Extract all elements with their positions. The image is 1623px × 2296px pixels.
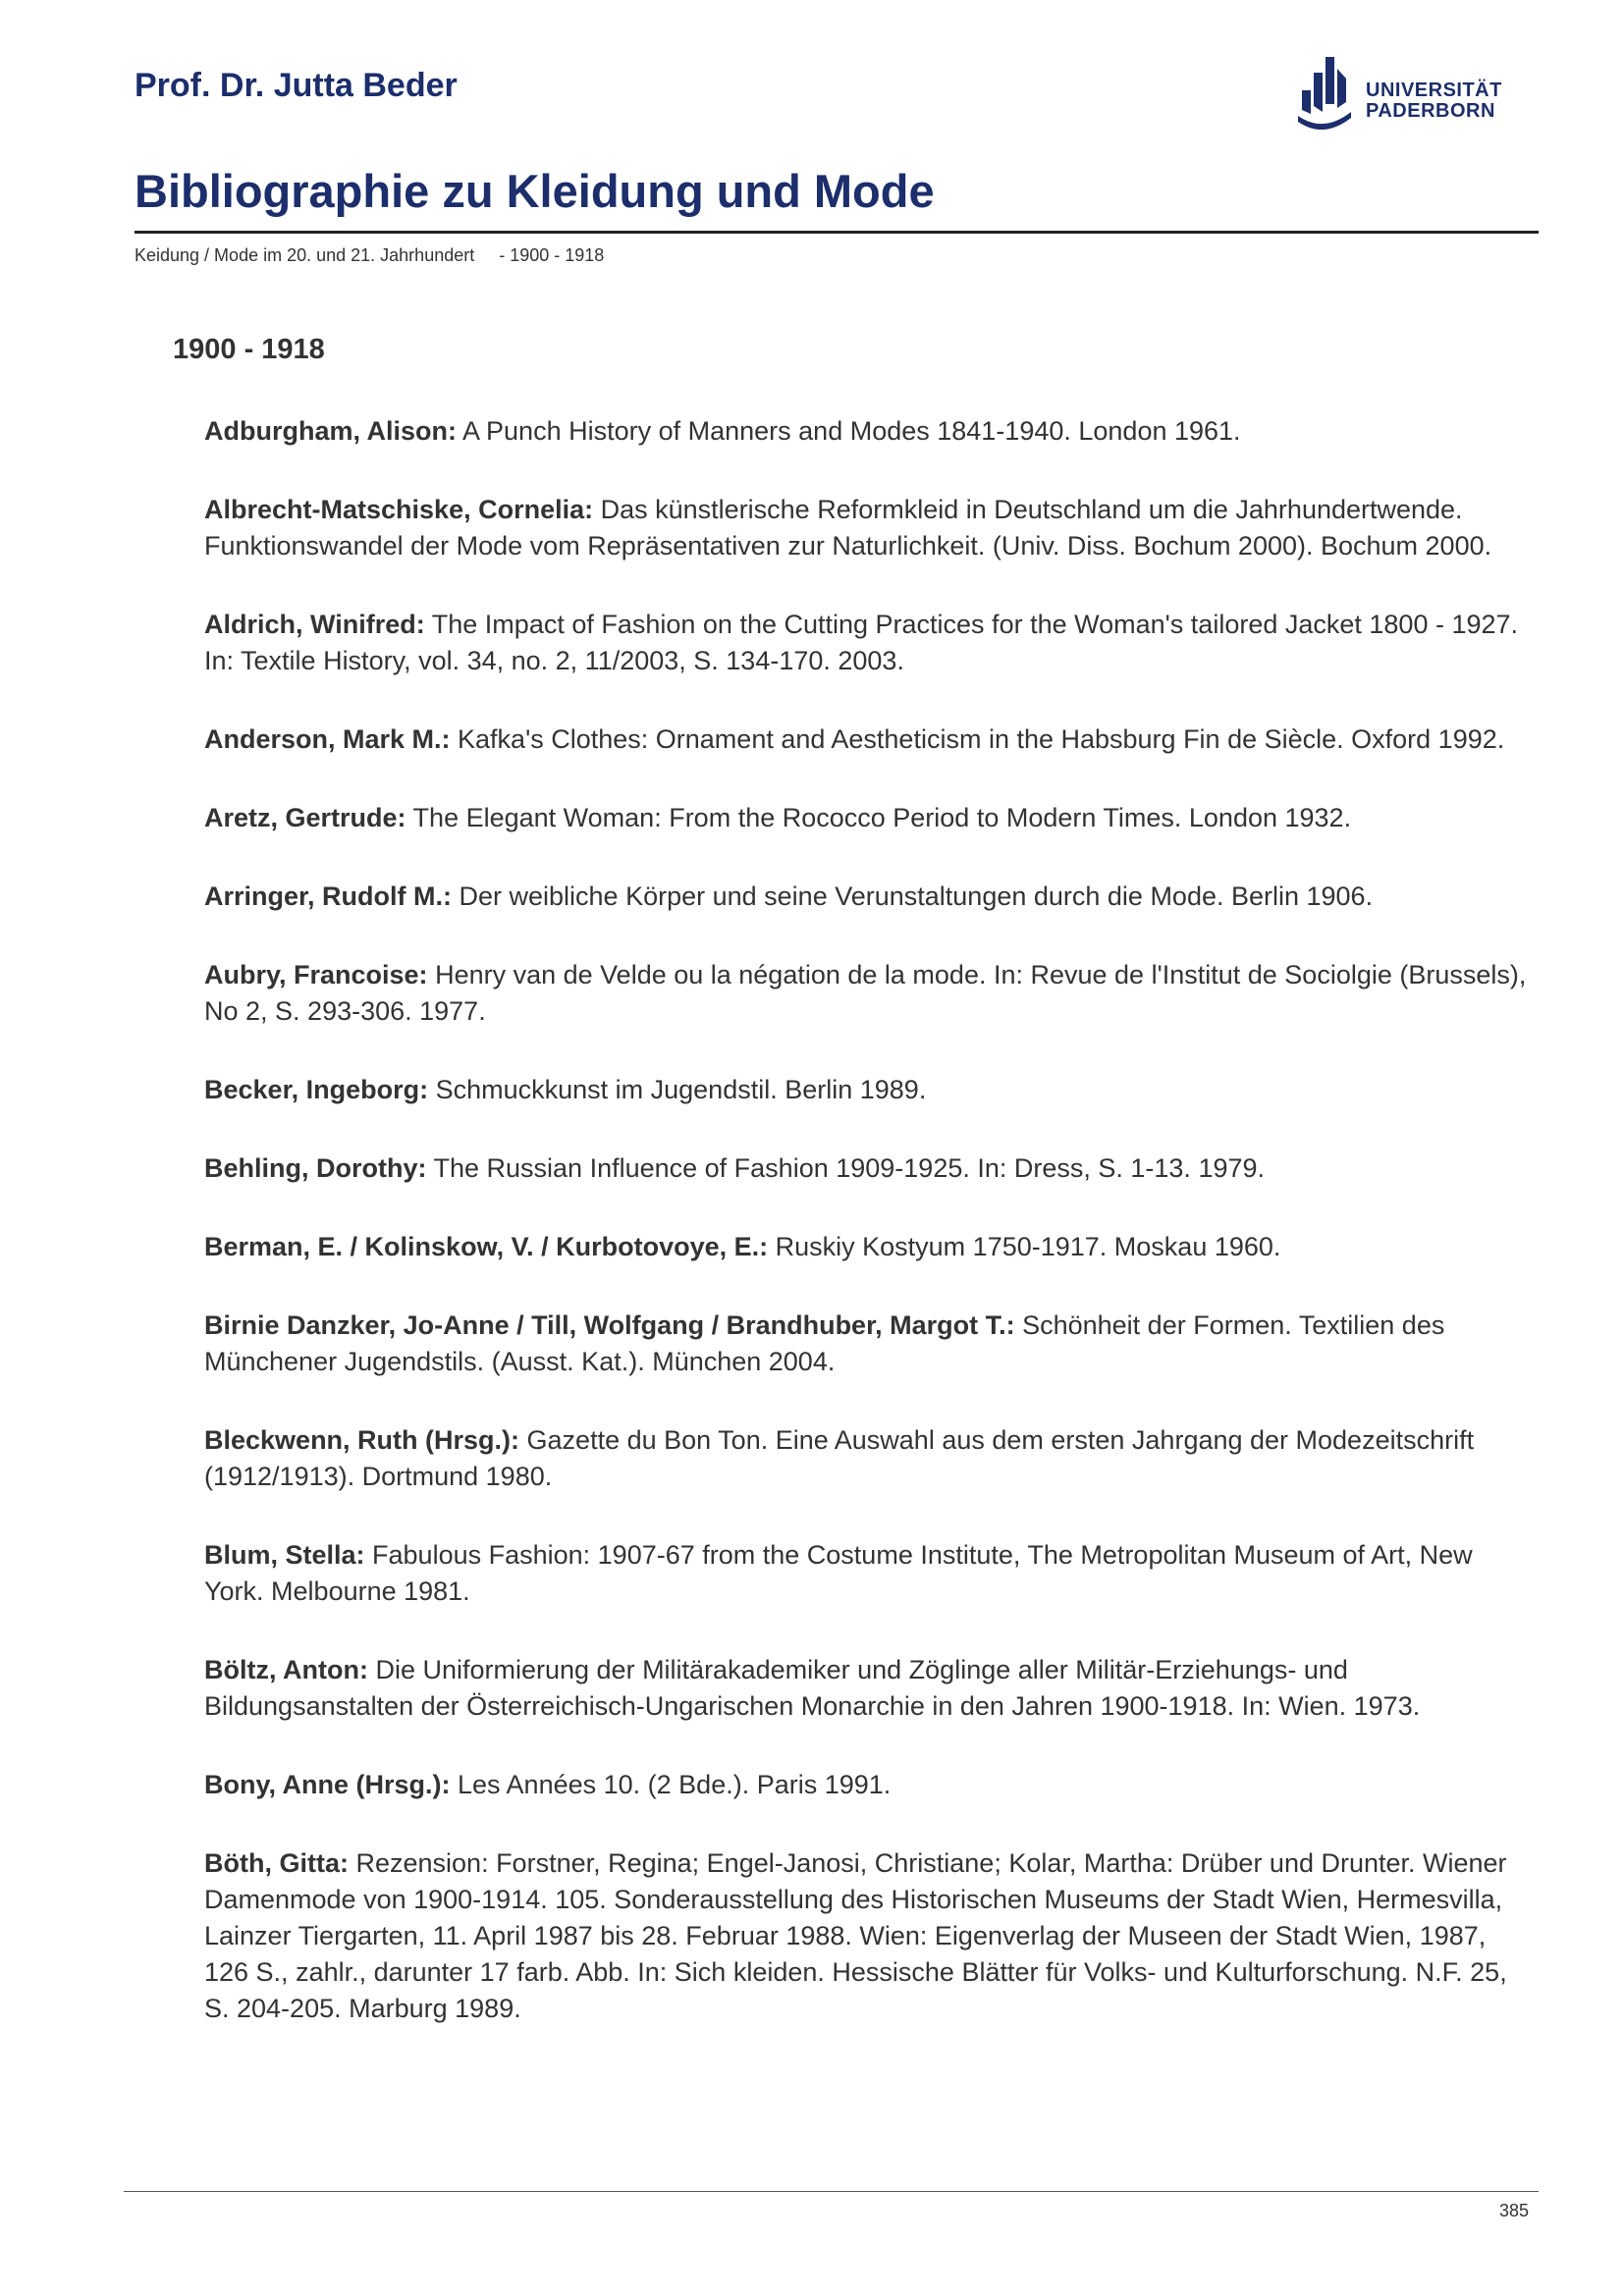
university-logo [1294,51,1530,130]
entry-citation: Rezension: Forstner, Regina; Engel-Janosi, Christiane; Kolar, Martha: Drüber und Drunter. Wiener Damenmode von 1900-1914. 105. Sonderausstellung des Historischen Museums der Stadt Wien, Hermesvilla, Lainzer Tiergarten, 11. April 1987 bis 28. Februar 1988. Wien: Eigenverlag der Museen der Stadt Wien, 1987, 126 S., zahlr., darunter 17 farb. Abb. In: Sich kleiden. Hessische Blätter für Volks- und Kulturforschung. N.F. 25, S. 204-205. Marburg 1989. [204,1848,1507,2023]
bibliography-entry [204,1072,1536,1108]
entry-citation: Der weibliche Körper und seine Verunstaltungen durch die Mode. Berlin 1906. [452,881,1374,911]
bibliography-entry [204,800,1536,836]
logo-line-paderborn: PADERBORN [1366,100,1495,122]
entry-author: Böth, Gitta: [204,1848,349,1878]
page-title: Bibliographie zu Kleidung und Mode [135,165,935,217]
entry-citation: The Impact of Fashion on the Cutting Practices for the Woman's tailored Jacket 1800 - 1927. In: Textile History, vol. 34, no. 2, 11/2003, S. 134-170. 2003. [204,610,1519,675]
section-heading: 1900 - 1918 [173,334,325,365]
entry-author: Aubry, Francoise: [204,960,428,989]
entry-author: Anderson, Mark M.: [204,724,451,754]
entry-citation: Fabulous Fashion: 1907-67 from the Costume Institute, The Metropolitan Museum of Art, New York. Melbourne 1981. [204,1540,1473,1606]
university-logo-icon [1294,51,1355,130]
entry-author: Bleckwenn, Ruth (Hrsg.): [204,1425,520,1455]
entry-citation: Schönheit der Formen. Textilien des Münchener Jugendstils. (Ausst. Kat.). München 2004. [204,1310,1445,1376]
entry-author: Behling, Dorothy: [204,1153,427,1183]
entry-author: Aretz, Gertrude: [204,803,406,832]
entry-citation: Les Années 10. (2 Bde.). Paris 1991. [450,1770,892,1799]
bibliography-entry [204,1767,1536,1803]
entry-author: Blum, Stella: [204,1540,365,1570]
bibliography-entry [204,1229,1536,1265]
entry-citation: Das künstlerische Reformkleid in Deutschland um die Jahrhundertwende. Funktionswandel der Mode vom Repräsentativen zur Naturlichkeit. (Univ. Diss. Bochum 2000). Bochum 2000. [204,495,1492,561]
entry-citation: The Russian Influence of Fashion 1909-1925. In: Dress, S. 1-13. 1979. [426,1153,1266,1183]
bibliography-entry [204,1845,1536,2027]
breadcrumb: Keidung / Mode im 20. und 21. Jahrhundert - 1900 - 1918 [135,245,605,265]
page-number: 385 [1498,2201,1529,2220]
entry-citation: Henry van de Velde ou la négation de la mode. In: Revue de l'Institut de Sociolgie (Brussels), No 2, S. 293-306. 1977. [204,960,1527,1026]
entry-author: Becker, Ingeborg: [204,1075,429,1104]
entry-author: Birnie Danzker, Jo-Anne / Till, Wolfgang / Brandhuber, Margot T.: [204,1310,1015,1340]
entry-author: Arringer, Rudolf M.: [204,881,452,911]
bibliography-entry [204,607,1536,679]
entry-citation: Gazette du Bon Ton. Eine Auswahl aus dem ersten Jahrgang der Modezeitschrift (1912/1913). Dortmund 1980. [204,1425,1475,1491]
university-logo-text [1366,80,1502,122]
entry-author: Aldrich, Winifred: [204,610,425,639]
bibliography-entry [204,413,1536,450]
entry-citation: Kafka's Clothes: Ornament and Aestheticism in the Habsburg Fin de Siècle. Oxford 1992. [450,724,1505,754]
entry-citation: Ruskiy Kostyum 1750-1917. Moskau 1960. [768,1232,1281,1261]
bibliography-entry [204,1150,1536,1187]
entry-author: Albrecht-Matschiske, Cornelia: [204,495,594,524]
bibliography-entry [204,721,1536,758]
author-name: Prof. Dr. Jutta Beder [135,67,458,104]
bibliography-entry [204,957,1536,1030]
logo-line-universitaet: UNIVERSITÄT [1366,80,1502,101]
entry-citation: The Elegant Woman: From the Rococco Period to Modern Times. London 1932. [406,803,1352,832]
bibliography-entry [204,1422,1536,1495]
entry-author: Adburgham, Alison: [204,416,457,446]
entry-author: Bony, Anne (Hrsg.): [204,1770,451,1799]
bibliography-entry [204,1537,1536,1610]
entry-citation: Die Uniformierung der Militärakademiker und Zöglinge aller Militär-Erziehungs- und Bildungsanstalten der Österreichisch-Ungarischen Monarchie in den Jahren 1900-1918. In: Wien. 1973. [204,1655,1421,1721]
entry-author: Berman, E. / Kolinskow, V. / Kurbotovoye, E.: [204,1232,769,1261]
entry-citation: A Punch History of Manners and Modes 1841-1940. London 1961. [457,416,1241,446]
footer-divider [124,2191,1539,2192]
bibliography-entry [204,1308,1536,1380]
bibliography-entry [204,1652,1536,1725]
entry-author: Böltz, Anton: [204,1655,368,1684]
bibliography-list [204,413,1536,2069]
entry-citation: Schmuckkunst im Jugendstil. Berlin 1989. [428,1075,927,1104]
bibliography-entry [204,879,1536,915]
header-divider [135,231,1539,234]
bibliography-entry [204,492,1536,564]
